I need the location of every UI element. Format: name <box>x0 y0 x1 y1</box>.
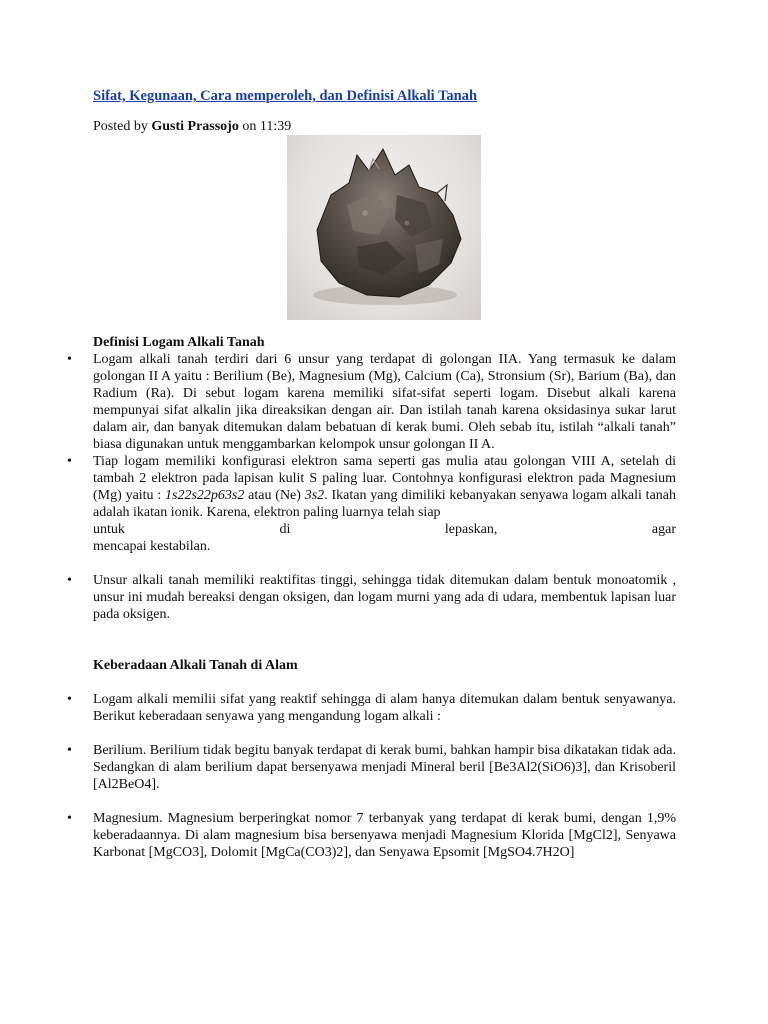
spacer <box>64 793 676 810</box>
mineral-rock-photo <box>287 135 481 320</box>
list-item: • Berilium. Berilium tidak begitu banyak terdapat di kerak bumi, bahkan hampir bisa dikatakan tidak ada. Sedangkan di alam berilium dapat bersenyawa menjadi Mineral beril [Be3Al2(SiO6)3], dan Krisoberil [Al2BeO4]. <box>64 742 676 793</box>
section-heading-definisi: Definisi Logam Alkali Tanah <box>93 335 265 350</box>
list-item <box>64 453 676 555</box>
article-body <box>64 334 676 861</box>
post-meta <box>93 119 291 135</box>
keberadaan-list <box>64 810 676 861</box>
list-item: • Magnesium. Magnesium berperingkat nomor 7 terbanyak yang terdapat di kerak bumi, dengan 1,9% keberadaannya. Di alam magnesium bisa bersenyawa menjadi Magnesium Klorida [MgCl2], Senyawa Karbonat [MgCO3], Dolomit [MgCa(CO3)2], dan Senyawa Epsomit [MgSO4.7H2O] <box>64 810 676 861</box>
list-item: • Unsur alkali tanah memiliki reaktifitas tinggi, sehingga tidak ditemukan dalam bentuk monoatomik , unsur ini mudah bereaksi dengan oksigen, dan logam murni yang ada di udara, membentuk lapisan luar pada oksigen. <box>64 572 676 623</box>
post-title-link[interactable]: Sifat, Kegunaan, Cara memperoleh, dan Definisi Alkali Tanah <box>93 88 478 104</box>
author-name: Gusti Prassojo <box>151 119 239 134</box>
on-label: on <box>242 119 257 134</box>
keberadaan-list <box>64 691 676 725</box>
keberadaan-list <box>64 742 676 793</box>
list-item-text: Tiap logam memiliki konfigurasi elektron sama seperti gas mulia atau golongan VIII A, setelah di tambah 2 elektron pada lapisan kulit S paling luar. Contohnya konfigurasi elektron pada Magnesium (Mg) yaitu : <box>93 454 676 503</box>
list-item-text: mencapai kestabilan. <box>93 539 211 554</box>
spacer <box>64 725 676 742</box>
word: untuk <box>93 522 125 537</box>
justified-line <box>93 521 676 538</box>
electron-config: 1s22s22p63s2 <box>165 488 245 503</box>
definisi-list <box>64 351 676 623</box>
posted-by-label: Posted by <box>93 119 148 134</box>
list-item-text: atau (Ne) <box>244 488 305 503</box>
word: lepaskan, <box>444 522 498 537</box>
spacer <box>64 674 676 691</box>
word: di <box>279 522 291 537</box>
word: agar <box>651 522 676 537</box>
section-spacer <box>64 623 676 657</box>
list-item: • Logam alkali memilii sifat yang reaktif sehingga di alam hanya ditemukan dalam bentuk senyawanya. Berikut keberadaan senyawa yang mengandung logam alkali : <box>64 691 676 725</box>
post-time: 11:39 <box>259 119 292 134</box>
section-heading-keberadaan: Keberadaan Alkali Tanah di Alam <box>93 658 298 673</box>
list-item: • Logam alkali tanah terdiri dari 6 unsur yang terdapat di golongan IIA. Yang termasuk ke dalam golongan II A yaitu : Berilium (Be), Magnesium (Mg), Calcium (Ca), Stronsium (Sr), Barium (Ba), dan Radium (Ra). Di sebut logam karena memiliki sifat-sifat seperti logam. Disebut alkali karena mempunyai sifat alkalin jika direaksikan dengan air. Dan istilah tanah karena oksidasinya sukar larut dalam air, dan banyak ditemukan dalam bebatuan di kerak bumi. Oleh sebab itu, istilah “alkali tanah” biasa digunakan untuk menggambarkan kelompok unsur golongan II A. <box>64 351 676 453</box>
spacer <box>64 555 676 572</box>
list-item-text: . Ikatan yang dimiliki kebanyakan senyawa logam alkali tanah adalah ikatan ionik. Karena, elektron paling luarnya telah siap <box>93 488 677 520</box>
electron-config-short: 3s2 <box>304 488 325 503</box>
